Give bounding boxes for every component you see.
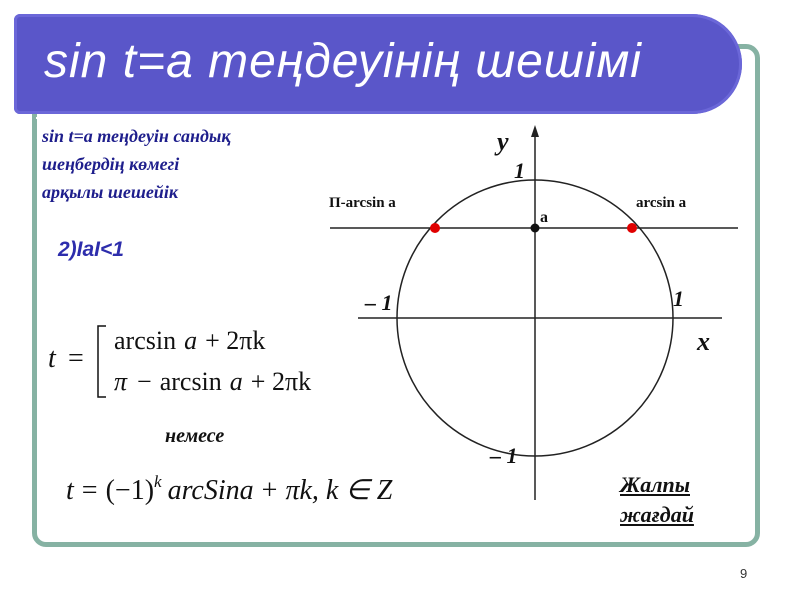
general-case-label bbox=[620, 470, 694, 530]
intro-line: шеңбердің көмегі bbox=[42, 154, 180, 174]
formula-t: t bbox=[48, 343, 56, 374]
x-axis-label: x bbox=[697, 327, 710, 356]
right-tick-label: 1 bbox=[673, 286, 684, 311]
or-label: немесе bbox=[165, 425, 225, 447]
y-axis-arrow bbox=[531, 125, 539, 137]
formula-eq: = bbox=[68, 343, 84, 374]
case-label: 2)IaI<1 bbox=[58, 238, 124, 261]
right-point-label: arcsin a bbox=[636, 195, 687, 211]
case-formula bbox=[48, 326, 311, 397]
intro-line: sin t=a теңдеуін сандық bbox=[42, 126, 231, 146]
page-number: 9 bbox=[740, 566, 748, 581]
point-right-solution bbox=[627, 223, 637, 233]
left-tick-label: – 1 bbox=[365, 290, 393, 315]
intro-line: арқылы шешейік bbox=[42, 182, 178, 202]
point-a bbox=[531, 224, 540, 233]
point-left-solution bbox=[430, 223, 440, 233]
formula-line2: π − arcsin a + 2πk bbox=[114, 367, 312, 396]
formula-bracket bbox=[98, 326, 106, 397]
general-case-line: Жалпы bbox=[620, 472, 690, 497]
point-a-label: a bbox=[540, 209, 548, 226]
slide-title: sin t=a теңдеуінің шешімі bbox=[44, 35, 642, 88]
bottom-tick-label: – 1 bbox=[490, 443, 518, 468]
left-point-label: П-arcsin a bbox=[329, 195, 396, 211]
y-axis-label: y bbox=[497, 127, 509, 156]
formula-line1: arcsin a + 2πk bbox=[114, 326, 266, 355]
top-tick-label: 1 bbox=[514, 158, 525, 183]
general-case-line: жағдай bbox=[620, 502, 694, 527]
general-formula: $t = (-1)^k$ arcSina + πk, k ∈ Z bbox=[66, 472, 393, 506]
